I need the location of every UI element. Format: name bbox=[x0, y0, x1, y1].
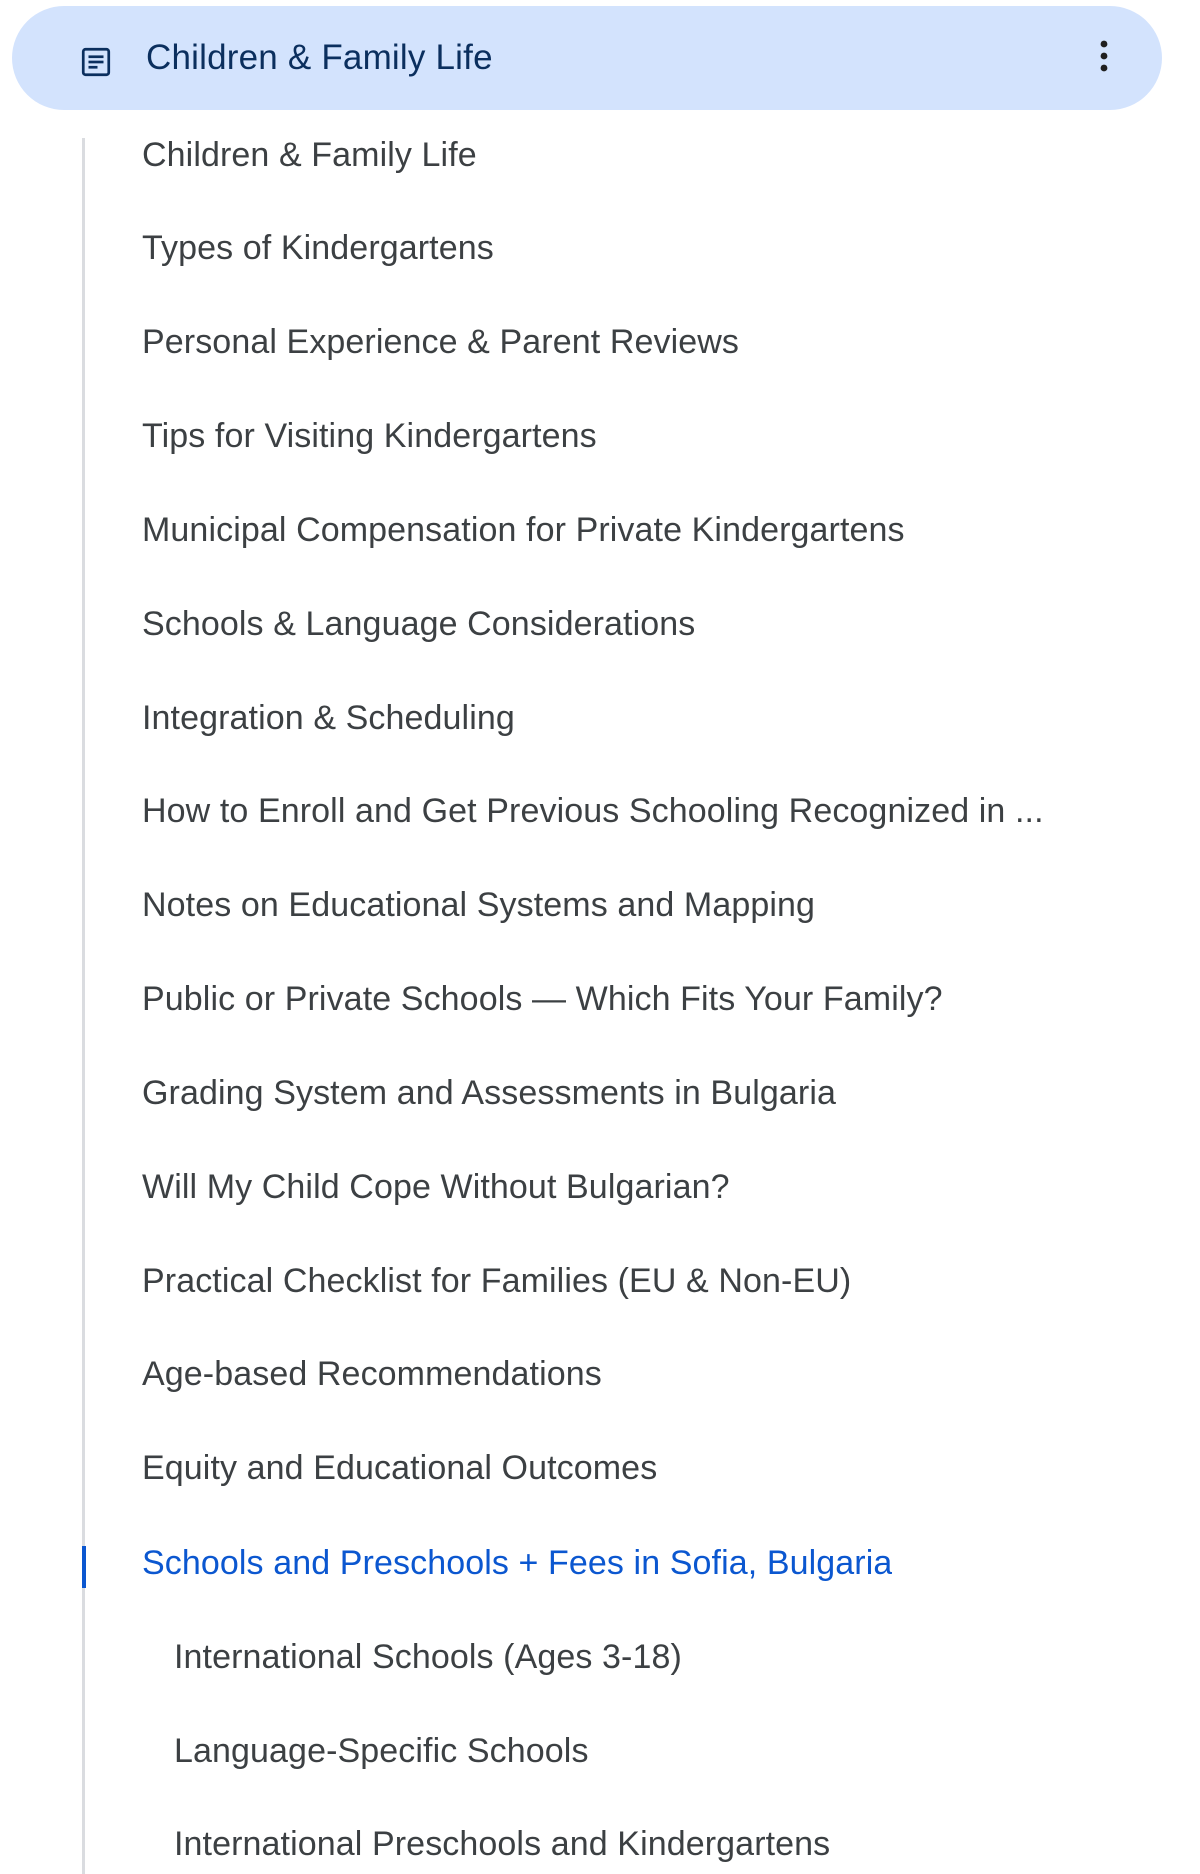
active-item-marker bbox=[82, 1546, 86, 1588]
outline-item[interactable]: Public or Private Schools — Which Fits Your Family? bbox=[142, 980, 943, 1018]
outline-item[interactable]: Age-based Recommendations bbox=[142, 1355, 602, 1393]
outline-item[interactable]: Grading System and Assessments in Bulgaria bbox=[142, 1074, 836, 1112]
outline-item[interactable]: Schools & Language Considerations bbox=[142, 605, 696, 643]
outline-item[interactable]: Practical Checklist for Families (EU & Non-EU) bbox=[142, 1262, 852, 1300]
outline-header-title: Children & Family Life bbox=[146, 38, 493, 77]
outline-subitem[interactable]: Language-Specific Schools bbox=[174, 1732, 589, 1770]
outline-item[interactable]: Notes on Educational Systems and Mapping bbox=[142, 886, 816, 924]
document-outline-icon bbox=[78, 44, 114, 80]
outline-item[interactable]: Personal Experience & Parent Reviews bbox=[142, 323, 740, 361]
outline-subitem[interactable]: International Preschools and Kindergartens bbox=[174, 1825, 831, 1863]
outline-item[interactable]: Tips for Visiting Kindergartens bbox=[142, 417, 597, 455]
more-options-button[interactable] bbox=[1082, 36, 1126, 80]
outline-subitem[interactable]: International Schools (Ages 3-18) bbox=[174, 1638, 682, 1676]
outline-item[interactable]: Will My Child Cope Without Bulgarian? bbox=[142, 1168, 730, 1206]
more-vert-icon bbox=[1099, 38, 1109, 79]
outline-header-tab[interactable] bbox=[12, 6, 1162, 110]
outline-item[interactable]: How to Enroll and Get Previous Schooling Recognized in ... bbox=[142, 792, 1044, 830]
outline-item[interactable]: Types of Kindergartens bbox=[142, 229, 494, 267]
outline-item[interactable]: Equity and Educational Outcomes bbox=[142, 1449, 658, 1487]
outline-item[interactable]: Integration & Scheduling bbox=[142, 699, 515, 737]
outline-tree-line bbox=[82, 138, 85, 1874]
outline-item[interactable]: Children & Family Life bbox=[142, 136, 477, 174]
outline-item[interactable]: Municipal Compensation for Private Kindergartens bbox=[142, 511, 905, 549]
outline-item-active[interactable]: Schools and Preschools + Fees in Sofia, Bulgaria bbox=[142, 1544, 893, 1582]
